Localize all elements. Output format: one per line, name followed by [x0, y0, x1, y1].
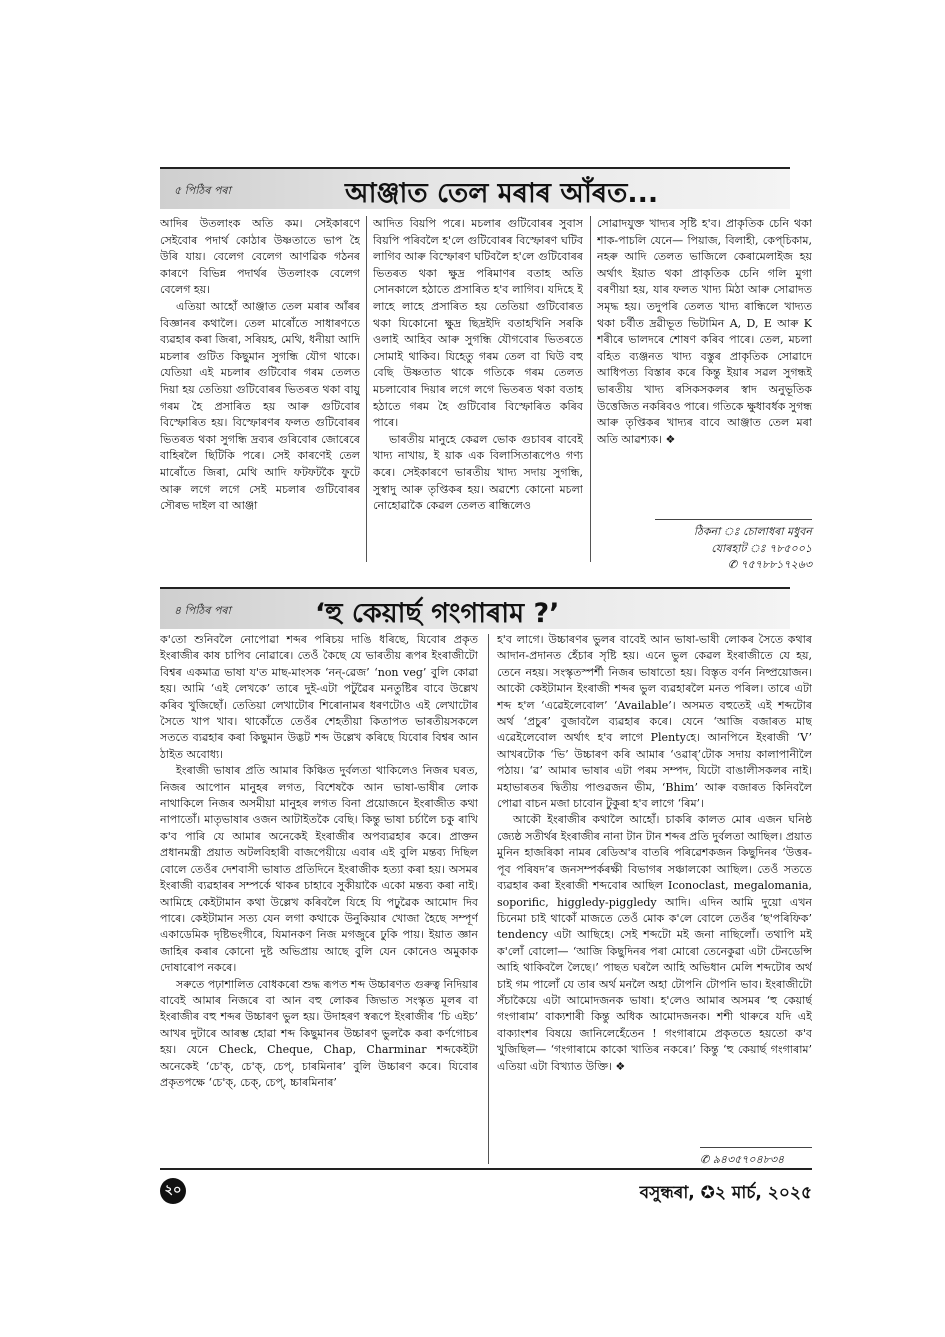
- author-city: যোৰহাট ঃ ৭৮৫০০১: [711, 542, 812, 555]
- article-column: [597, 216, 812, 516]
- author-phone: ✆ ৯৪৩৫৭০৪৮৩৪: [700, 1153, 785, 1166]
- article-header-band: [160, 167, 790, 209]
- paragraph: সোৱাদযুক্ত খাদ্যৰ সৃষ্টি হ'ব। প্ৰাকৃতিক চেনি থকা শাক-পাচলি যেনে— পিয়াজ, বিলাহী, কেপ্‌চিকাম, নহৰু আদি তেলত ভাজিলে কেৰামেলাইজ হয় অৰ্থাৎ ইয়াত থকা প্ৰাকৃতিক চেনি গলি মুগা বৰণীয়া হয়, যাৰ ফলত খাদ্য মিঠা আৰু সোৱাদত সমৃদ্ধ হয়। তদুপৰি তেলত খাদ্য ৰান্ধিলে খাদ্যত থকা চৰ্বীত দ্ৰৱীভূত ভিটামিন A, D, E আৰু K শৰীৰে ভালদৰে শোষণ কৰিব পাৰে। তেল, মচলা বহিত ব্যঞ্জনত খাদ্য বস্তুৰ প্ৰাকৃতিক সোৱাদে আধিপত্য বিস্তাৰ কৰে কিন্তু ইয়াৰ সৱল সুগন্ধই ভাৰতীয় খাদ্য ৰসিকসকলৰ স্বাদ অনুভূতিক উত্তেজিত নকৰিবও পাৰে। গতিকে ক্ষুধাবৰ্ধক সুগন্ধ আৰু তৃপ্তিকৰ খাদ্যৰ বাবে আঞ্জাত তেল মৰা অতি আৱশ্যক। ❖: [597, 217, 812, 446]
- paragraph: ভাৰতীয় মানুহে কেৱল ভোক গুচাবৰ বাবেই খাদ্য নাখায়, ই য়াক এক বিলাসিতাৰূপেও গণ্য কৰে। সেইকাৰণে ভাৰতীয় খাদ্য সদায় সুগন্ধি, সুস্বাদু আৰু তৃপ্তিকৰ হয়। অৱশ্যে কোনো মচলা নোহোৱাকৈ কেৱল তেলত ৰান্ধিলেও: [373, 432, 583, 513]
- paragraph: সৰুতে পঢ়াশালিত বোধকৰো শুদ্ধ ৰূপত শব্দ উচ্চাৰণত গুৰুত্ব নিদিয়াৰ বাবেই আমাৰ নিজৰে বা আন বহু লোকৰ জিভাত সংস্কৃত মূলৰ বা ইংৰাজীৰ বহু শব্দৰ উচ্চাৰণ ভুল হয়। উদাহৰণ স্বৰূপে ইংৰাজীৰ ‘চি এইচ’ আখৰ দুটাৰে আৰম্ভ হোৱা শব্দ কিছুমানৰ উচ্চাৰণ ভুলকৈ কৰা কৰ্ণগোচৰ হয়। যেনে Check, Cheque, Chap, Charminar শব্দকেইটা অনেকেই ‘চে'ক্, চে'ক্, চেপ্, চাৰমিনাৰ’ বুলি উচ্চাৰণ কৰে। যিবোৰ প্ৰকৃতপক্ষে ‘চে'ক্, চেক্, চেপ্, চ্চাৰমিনাৰ’: [160, 977, 478, 1089]
- page-number: ২০: [160, 1178, 186, 1204]
- article-title: আঞ্জাত তেল মৰাৰ আঁৰত...: [345, 178, 659, 209]
- article-column: [497, 632, 812, 1147]
- author-address: ঠিকনা ঃ চোলাধৰা মধুবন: [693, 525, 812, 538]
- author-phone: ✆ ৭৫৭৮৮১৭২৬৩: [727, 558, 812, 571]
- article-column: [160, 216, 360, 562]
- column-divider: [488, 634, 489, 1164]
- column-divider: [366, 216, 367, 562]
- publication-info: বসুন্ধৰা, ✪২ মাৰ্চ, ২০২৫: [639, 1183, 812, 1203]
- continuation-label: ৫ পিঠিৰ পৰা: [174, 184, 231, 197]
- paragraph: আকৌ ইংৰাজীৰ কথালৈ আহোঁ। চাকৰি কালত মোৰ এজন ঘনিষ্ঠ জ্যেষ্ঠ সতীৰ্থৰ ইংৰাজীৰ নানা টান টান শব্দৰ প্ৰতি দুৰ্বলতা আছিল। প্ৰয়াত মুনিন হাজৰিকা নামৰ ৰেডিঅ'ৰ বাতৰি পৰিৱেশকজন কিছুদিনৰ ‘উত্তৰ-পূব পৰিষদ’ৰ জনসম্পৰ্কৰক্ষী বিভাগৰ সঞ্চালকো আছিল। তেওঁ সততে ব্যৱহাৰ কৰা ইংৰাজী শব্দবোৰ আছিল Iconoclast, megalomania, soporific, higgledy-piggledy আদি। এদিন আমি দুয়ো এখন চিনেমা চাই থাকোঁ মাজতে তেওঁ মোক ক'লে বোলে তেওঁৰ ‘ছ'পৰিফিক’ tendency এটা আছিহে। সেই শব্দটো মই জনা নাছিলোঁ। তথাপি মই ক'লোঁ বোলো— ‘আজি কিছুদিনৰ পৰা মোৰো তেনেকুৱা এটা টেনডেন্সি আহি থাকিবলৈ লৈছে।’ পাছত ঘৰলৈ আহি অভিধান মেলি শব্দটোৰ অৰ্থ চাই গম পালোঁ যে তাৰ অৰ্থ মনলৈ অহা টোপনি টোপনি ভাব। ইংৰাজীটো সঁচাকৈয়ে এটা আমোদজনক ভাষা। হ'লেও আমাৰ অসমৰ ‘হু কেয়াৰ্ছ গংগাৰাম’ বাক্যশাৰী কিন্তু অধিক আমোদজনক। শশী থাৰুৰে যদি এই বাক্যাংশৰ বিষয়ে জানিলেহেঁতেন ! গংগাৰামে প্ৰকৃততে হয়তো ক'ব খুজিছিল— ‘গংগাৰামে কাকো খাতিৰ নকৰে।’ কিন্তু ‘হু কেয়াৰ্ছ গংগাৰাম’ এতিয়া এটা বিখ্যাত উক্তি। ❖: [497, 813, 812, 1073]
- article-column: [373, 216, 583, 562]
- signature-divider: [655, 519, 812, 520]
- column-divider: [590, 216, 591, 562]
- paragraph: হ'ব লাগে। উচ্চাৰণৰ ভুলৰ বাবেই আন ভাষা-ভাষী লোকৰ সৈতে কথাৰ আদান-প্ৰদানত হেঁচাৰ সৃষ্টি হয়। এনে ভুল কেৱল ইংৰাজীতে যে হয়, তেনে নহয়। সংস্কৃতস্পৰ্শী নিজৰ ভাষাতো হয়। বিস্তৃত বৰ্ণন নিষ্প্ৰয়োজন। আকৌ কেইটামান ইংৰাজী শব্দৰ ভুল ব্যৱহাৰলৈ মনত পৰিল। তাৰে এটা শব্দ হ'ল ‘এৱেইলেবোল’ ‘Available’। অসমত বহুতেই এই শব্দটোৰ অৰ্থ ‘প্ৰচুৰ’ বুজাবলৈ ব্যৱহাৰ কৰে। যেনে ‘আজি বজাৰত মাছ এৱেইলেবোল অৰ্থাৎ হ'ব লাগে Plentyহে। আনপিনে ইংৰাজী ‘V’ আখৰটোক ‘ভি’ উচ্চাৰণ কৰি আমাৰ ‘ওৱাৰ্’টোক সদায় কালাপানীলৈ পঠায়। ‘ৱ’ আমাৰ ভাষাৰ এটা পৰম সম্পদ, যিটো বাঙালীসকলৰ নাই। মহাভাৰতৰ দ্বিতীয় পাণ্ডৱজন ভীম, ‘Bhim’ আৰু বজাৰত কিনিবলৈ পোৱা বাচন মজা চাবোন টুকুৰা হ'ব লাগে ‘ৰিম’।: [497, 633, 812, 811]
- paragraph: ক'তো শুনিবলৈ নোপোৱা শব্দৰ পৰিচয় দাঙি ধৰিছে, যিবোৰ প্ৰকৃত ইংৰাজীৰ কাষ চাপিব নোৱাৰে। তেওঁ কৈছে যে ভাৰতীয় ৰূপৰ ইংৰাজীটো বিশ্বৰ একমাত্ৰ ভাষা য'ত মাছ-মাংসক ‘নন্‌-ৱেজ’ ‘non veg’ বুলি কোৱা হয়। আমি ‘এই লেখকে’ তাৰে দুই-এটা পটুৱৈৰ মনতুষ্টিৰ বাবে উল্লেখ কৰিব খুজিছোঁ। তেতিয়া লেখাটোৰ শিৰোনামৰ ধৰণটোও এই লেখাটোৰ সৈতে খাপ খাব। থাকোঁতে তেওঁৰ শেহতীয়া কিতাপত ভাৰতীয়সকলে সততে ব্যৱহাৰ কৰা কিছুমান উদ্ভট শব্দ উল্লেখ কৰিছে যিবোৰ বিশ্বৰ আন ঠাইত অবোধ্য।: [160, 633, 478, 761]
- footer-rule: [160, 1168, 812, 1170]
- continuation-label: ৪ পিঠিৰ পৰা: [174, 604, 231, 617]
- paragraph: ইংৰাজী ভাষাৰ প্ৰতি আমাৰ কিঞ্চিত দুৰ্বলতা থাকিলেও নিজৰ ঘৰত, নিজৰ আপোন মানুহৰ লগত, বিশেষকৈ আন ভাষা-ভাষীৰ লোক নাথাকিলে নিজৰ অসমীয়া মানুহৰ লগত বিনা প্ৰয়োজনে ইংৰাজীত কথা নাপাতোঁ। মাতৃভাষাৰ ওজন আটাইতকৈ বেছি। কিন্তু ভাষা চৰ্চালৈ চকু ৰাখি ক'ব পাৰি যে আমাৰ অনেকেই ইংৰাজীৰ অপব্যৱহাৰ কৰে। প্ৰাক্তন প্ৰধানমন্ত্ৰী প্ৰয়াত অটলবিহাৰী বাজপেয়ীয়ে এবাৰ এই বুলি মন্তব্য দিছিল বোলে তেওঁৰ দেশবাসী ভাষাত প্ৰতিদিনে ইংৰাজীক হত্যা কৰা হয়। অসমৰ ইংৰাজী ব্যৱহাৰৰ সম্পৰ্কে থাকৰ চাহাবে সুকীয়াকৈ একো মন্তব্য কৰা নাই। আমিহে কেইটামান কথা উল্লেখ কৰিবলৈ যিহে যি পঢ়ুৱৈক আমোদ দিব পাৰে। কেইটামান সত্য যেন লগা কথাকে উনুকিয়াৰ খোজা হৈছে সম্পূৰ্ণ একাডেমিক দৃষ্টিভংগীৰে, যিমানকণ নিজ মগজুৰে ঢুকি পায়। ইয়াত জ্ঞান জাহিৰ কৰাৰ কোনো দুষ্ট অভিপ্ৰায় আছে বুলি যেন কোনেও অমুকাক দোষাৰোপ নকৰে।: [160, 764, 478, 975]
- article-header-band: [160, 587, 790, 629]
- article-title: ‘হু কেয়াৰ্ছ গংগাৰাম ?’: [315, 598, 560, 629]
- paragraph: এতিয়া আহোঁ আঞ্জাত তেল মৰাৰ আঁৰৰ বিজ্ঞানৰ কথালৈ। তেল মাৰোঁতে সাধাৰণতে ব্যৱহাৰ কৰা জিৰা, সৰিয়হ, মেথি, ধনীয়া আদি মচলাৰ গুটিত কিছুমান সুগন্ধি যৌগ থাকে। যেতিয়া এই মচলাৰ গুটিবোৰ গৰম তেলত দিয়া হয় তেতিয়া গুটিবোৰৰ ভিতৰত থকা বায়ু গৰম হৈ প্ৰসাৰিত হয় আৰু গুটিবোৰ বিস্ফোৰিত হয়। বিস্ফোৰণৰ ফলত গুটিবোৰৰ ভিতৰত থকা সুগন্ধি দ্ৰব্যৰ গুৰিবোৰ জোৰেৰে বাহিৰলৈ ছিটিকি পৰে। সেই কাৰণেই তেল মাৰোঁতে জিৰা, মেথি আদি ফটফটকৈ ফুটে আৰু লগে লগে সেই মচলাৰ গুটিবোৰৰ সৌৰভ দাইল বা আঞ্জা: [160, 299, 360, 513]
- signature-divider: [700, 1147, 812, 1148]
- paragraph: আদিত বিয়পি পৰে। মচলাৰ গুটিবোৰৰ সুবাস বিয়পি পৰিবলৈ হ'লে গুটিবোৰৰ বিস্ফোৰণ ঘটিব লাগিব আৰু বিস্ফোৰণ ঘটিবলৈ হ'লে গুটিবোৰৰ ভিতৰত থকা ক্ষুদ্ৰ পৰিমাণৰ বতাহ অতি সোনকালে হঠাতে প্ৰসাৰিত হ'ব লাগিব। যদিহে ই লাহে লাহে প্ৰসাৰিত হয় তেতিয়া গুটিবোৰত থকা যিকোনো ক্ষুদ্ৰ ছিদ্ৰইদি বতাহখিনি সৰকি ওলাই আহিব আৰু সুগন্ধি যৌগবোৰ ভিতৰতে সোমাই থাকিব। যিহেতু গৰম তেল বা ঘিউ বহু বেছি উষ্ণতাত থাকে গতিকে গৰম তেলত মচলাবোৰ দিয়াৰ লগে লগে ভিতৰত থকা বতাহ হঠাতে গৰম হৈ গুটিবোৰ বিস্ফোৰিত কৰিব পাৰে।: [373, 217, 583, 430]
- paragraph: আদিৰ উতলাংক অতি কম। সেইকাৰণে সেইবোৰ পদাৰ্থ কোঠাৰ উষ্ণতাতে ভাপ হৈ উৰি যায়। বেলেগ বেলেগ আণৱিক গঠনৰ কাৰণে বিভিন্ন পদাৰ্থৰ উতলাংক বেলেগ বেলেগ হয়।: [160, 217, 360, 297]
- article-column: [160, 632, 478, 1162]
